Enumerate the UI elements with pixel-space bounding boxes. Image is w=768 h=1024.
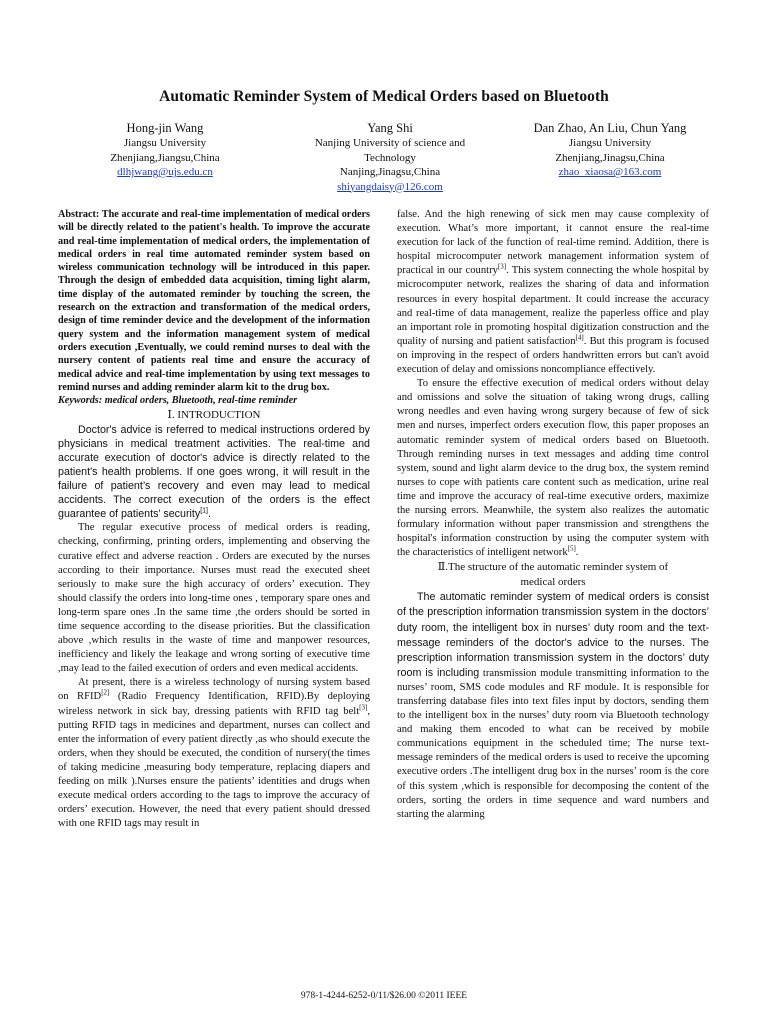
abstract: Abstract: The accurate and real-time implementation of medical orders will be directly related to the patient's health. To improve the accurate and real-time implementation of medical orders, the implementation of medical orders in real time automated reminder system based on wireless communication technology will be introduced in this paper. Through the design of embedded data acquisition, timing light alarm, time display of the automated reminder by touching the screen, the research on the extraction and transformation of the medical orders, design of time reminder device and the development of the information query system and the information management system of medical orders execution ,Eventually, we could remind nurses to deal with the nursery content of patients real time and ensure the accuracy of medical advice and real-time implementation by using text messages to remind nurses and adding reminder alarm kit to the drug box. <box>58 209 370 393</box>
author-email-link[interactable]: zhao_xiaosa@163.com <box>558 166 662 178</box>
author-affiliation: Jiangsu University <box>568 137 652 149</box>
author-email-link[interactable]: dlhjwang@ujs.edu.cn <box>117 166 213 178</box>
author-3 <box>500 120 720 180</box>
citation: [3] <box>359 703 368 711</box>
author-location: Zhenjiang,Jiangsu,China <box>110 151 220 164</box>
intro-paragraph-4: To ensure the effective execution of medical orders without delay and omissions and solve the situation of taking wrong drugs, calling wrong needles and even having wrong surgery because of few of sick men and nurses, imperfect orders execution flow, this paper proposes an automatic reminder system of medical orders based on Bluetooth. Through reminding nurses in text messages and adding time control system, sound and light alarm device to the drug box, the system remind nurses to cope with patients care content such as medication, urine real time and improve the accuracy of real-time executive orders, maximize the nursing errors. Meanwhile, the system also realizes the automatic formulary information without paper transmission and strengthens the hospital's information construction by using the computer system with the characteristics of intelligent network[5]. <box>397 378 709 559</box>
citation: [2] <box>101 688 110 697</box>
author-block <box>60 120 720 200</box>
intro-paragraph-1: Doctor's advice is referred to medical instructions ordered by physicians in medical treatment activities. The real-time and accurate execution of doctor's advice is directly related to the patient's health problems. If one goes wrong, it will result in the failure of patient’s recovery and even may lead to medical accidents. The correct execution of the orders is the effect guarantee of patients’ security[1]. <box>58 423 370 521</box>
right-column <box>397 208 709 822</box>
author-name: Yang Shi <box>367 121 413 135</box>
section-heading-introduction: Ⅰ. INTRODUCTION <box>167 408 261 421</box>
citation: [4] <box>575 333 584 342</box>
citation: [3] <box>497 262 507 271</box>
paper-title: Automatic Reminder System of Medical Orders based on Bluetooth <box>159 88 609 105</box>
citation: [5] <box>567 544 576 553</box>
author-name: Dan Zhao, An Liu, Chun Yang <box>533 121 687 135</box>
left-column <box>58 208 370 831</box>
author-location: Zhenjiang,Jinagsu,China <box>555 151 665 164</box>
intro-paragraph-3: At present, there is a wireless technology of nursing system based on RFID[2] (Radio Frequency Identification, RFID).By deploying wireless network in sick bay, dressing patients with RFID tag belt[3], putting RFID tags in medicines and department, nurses can collect and enter the information of every patient directly ,as who should execute the orders, when they should be executed, the condition of nursery(the times of taking medicine ,measuring body temperature, replacing diapers and feeding on milk ).Nurses ensure the patients’ identities and drugs when execute medical orders according to the tags to improve the accuracy of orders’ execution. However, the need that every patient should dressed with one RFID tags may result in <box>58 677 370 830</box>
author-affiliation-cont: Technology <box>364 151 416 164</box>
author-email-link[interactable]: shiyangdaisy@126.com <box>337 180 443 193</box>
author-affiliation: Jiangsu University <box>123 137 207 149</box>
section-heading-structure: Ⅱ.The structure of the automatic reminder system of medical orders <box>437 561 669 589</box>
author-2 <box>285 120 495 194</box>
author-affiliation: Nanjing University of science and <box>314 137 466 149</box>
intro-paragraph-2: The regular executive process of medical orders is reading, checking, confirming, printing orders, implementing and observing the curative effect and adverse reaction . Orders are executed by the nurses according to their importance. Nurses must read the executed sheet seriously to make sure the high accuracy of orders’ execution. They should classify the orders into long-time ones , temporary spare ones and long-term spare ones .In the same time ,the orders should be sorted in time sequence according to the disease priorities. But the classification above ,which results in the waste of time and manpower resources, inefficiency and likely the leakage and wrong sorting of executive time ,may lead to the failed execution of orders and even medical accidents. <box>58 522 370 675</box>
author-location: Nanjing,Jinagsu,China <box>339 166 441 178</box>
citation: [1] <box>200 507 208 515</box>
structure-paragraph-1: The automatic reminder system of medical orders is consist of the prescription information transmission system in the doctors’ duty room, the intelligent box in nurses’ duty room and the text-message reminders of the doctor's advice to the nurses. The prescription information transmission system in the doctors’ duty room is including transmission module transmitting information to the nurses’ room, SMS code modules and RF module. It is responsible for transferring database files into text files input by doctors, sending them to the intelligent box in the nurses’ duty room via Bluetooth technology and making them encoded to what can be received by mobile communications equipment in the scheduled time; The nurse text-message reminders of the medical orders is used to receive the upcoming executive orders .The intelligent drug box in the nurses’ room is the core of this system ,which is responsible for decomposing the content of the orders, sorting the orders in time sequence and ward numbers and starting the alarming <box>397 591 710 820</box>
intro-paragraph-3-cont: false. And the high renewing of sick men may cause complexity of execution. What’s more important, it cannot ensure the real-time execution for lack of the function of real-time remind. Addition, there is hospital microcomputer network management information system of practical in our country[3]. This system connecting the whole hospital by microcomputer network, realizes the sharing of data and information resources in every hospital department. It could increase the accuracy and real-time of data management, realize the paperless office and play an important role in promoting hospital digitization construction and the quality of nursing and patient satisfaction[4]. But this program is focused on improving in the respect of orders handwritten errors but can't avoid execution of delay and omissions noncompliance effectively. <box>397 209 709 376</box>
keywords: Keywords: medical orders, Bluetooth, real-time reminder <box>58 395 298 407</box>
author-name: Hong-jin Wang <box>126 121 204 135</box>
page-footer: 978-1-4244-6252-0/11/$26.00 ©2011 IEEE <box>300 991 468 1001</box>
author-1 <box>60 120 270 180</box>
